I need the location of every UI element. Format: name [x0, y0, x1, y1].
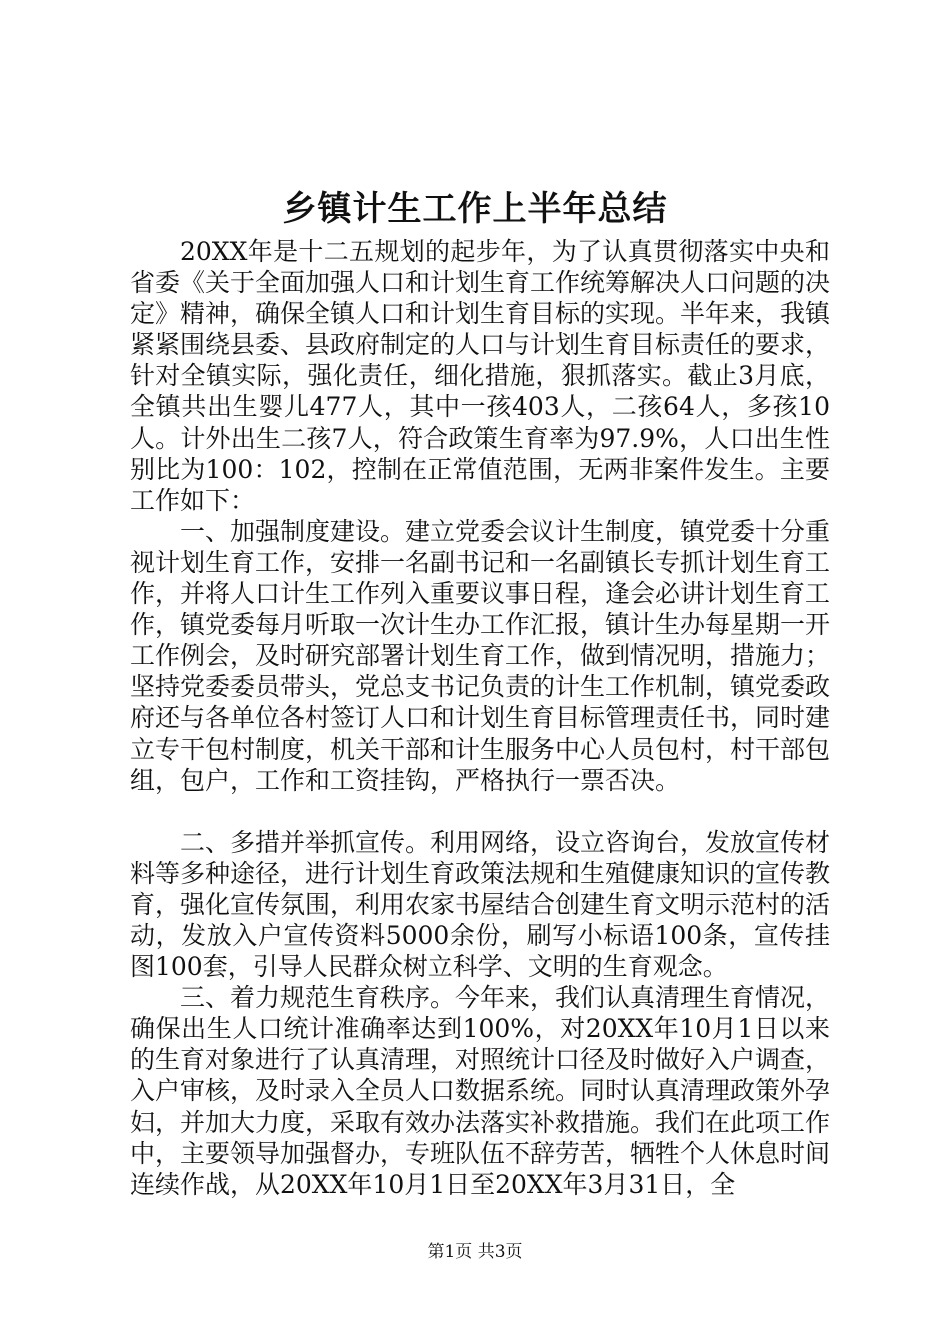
document-title: 乡镇计生工作上半年总结 [282, 189, 668, 229]
page-number-footer: 第1页 共3页 [427, 1242, 523, 1262]
paragraph-intro: 20XX年是十二五规划的起步年，为了认真贯彻落实中央和省委《关于全面加强人口和计划生育工作统筹解决人口问题的决定》精神，确保全镇人口和计划生育目标的实现。半年来，我镇紧紧围绕县委、县政府制定的人口与计划生育目标责任的要求，针对全镇实际，强化责任，细化措施，狠抓落实。截止3月底，全镇共出生婴儿477人，其中一孩403人，二孩64人，多孩10人。计外出生二孩7人，符合政策生育率为97.9%，人口出生性别比为100：102，控制在正常值范围，无两非案件发生。主要工作如下： [130, 237, 831, 515]
paragraph-section-2: 二、多措并举抓宣传。利用网络，设立咨询台，发放宣传材料等多种途径，进行计划生育政策法规和生殖健康知识的宣传教育，强化宣传氛围，利用农家书屋结合创建生育文明示范村的活动，发放入户宣传资料5000余份，刷写小标语100条，宣传挂图100套，引导人民群众树立科学、文明的生育观念。 [130, 827, 831, 982]
document-body [130, 236, 830, 1200]
paragraph-section-1: 一、加强制度建设。建立党委会议计生制度，镇党委十分重视计划生育工作，安排一名副书记和一名副镇长专抓计划生育工作，并将人口计生工作列入重要议事日程，逢会必讲计划生育工作，镇党委每月听取一次计生办工作汇报，镇计生办每星期一开工作例会，及时研究部署计划生育工作，做到情况明，措施力；坚持党委委员带头，党总支书记负责的计生工作机制，镇党委政府还与各单位各村签订人口和计划生育目标管理责任书，同时建立专干包村制度，机关干部和计生服务中心人员包村，村干部包组，包户，工作和工资挂钩，严格执行一票否决。 [130, 516, 831, 795]
paragraph-section-3: 三、着力规范生育秩序。今年来，我们认真清理生育情况，确保出生人口统计准确率达到100%，对20XX年10月1日以来的生育对象进行了认真清理，对照统计口径及时做好入户调查，入户审核，及时录入全员人口数据系统。同时认真清理政策外孕妇，并加大力度，采取有效办法落实补救措施。我们在此项工作中，主要领导加强督办，专班队伍不辞劳苦，牺牲个人休息时间连续作战，从20XX年10月1日至20XX年3月31日，全 [130, 983, 831, 1199]
